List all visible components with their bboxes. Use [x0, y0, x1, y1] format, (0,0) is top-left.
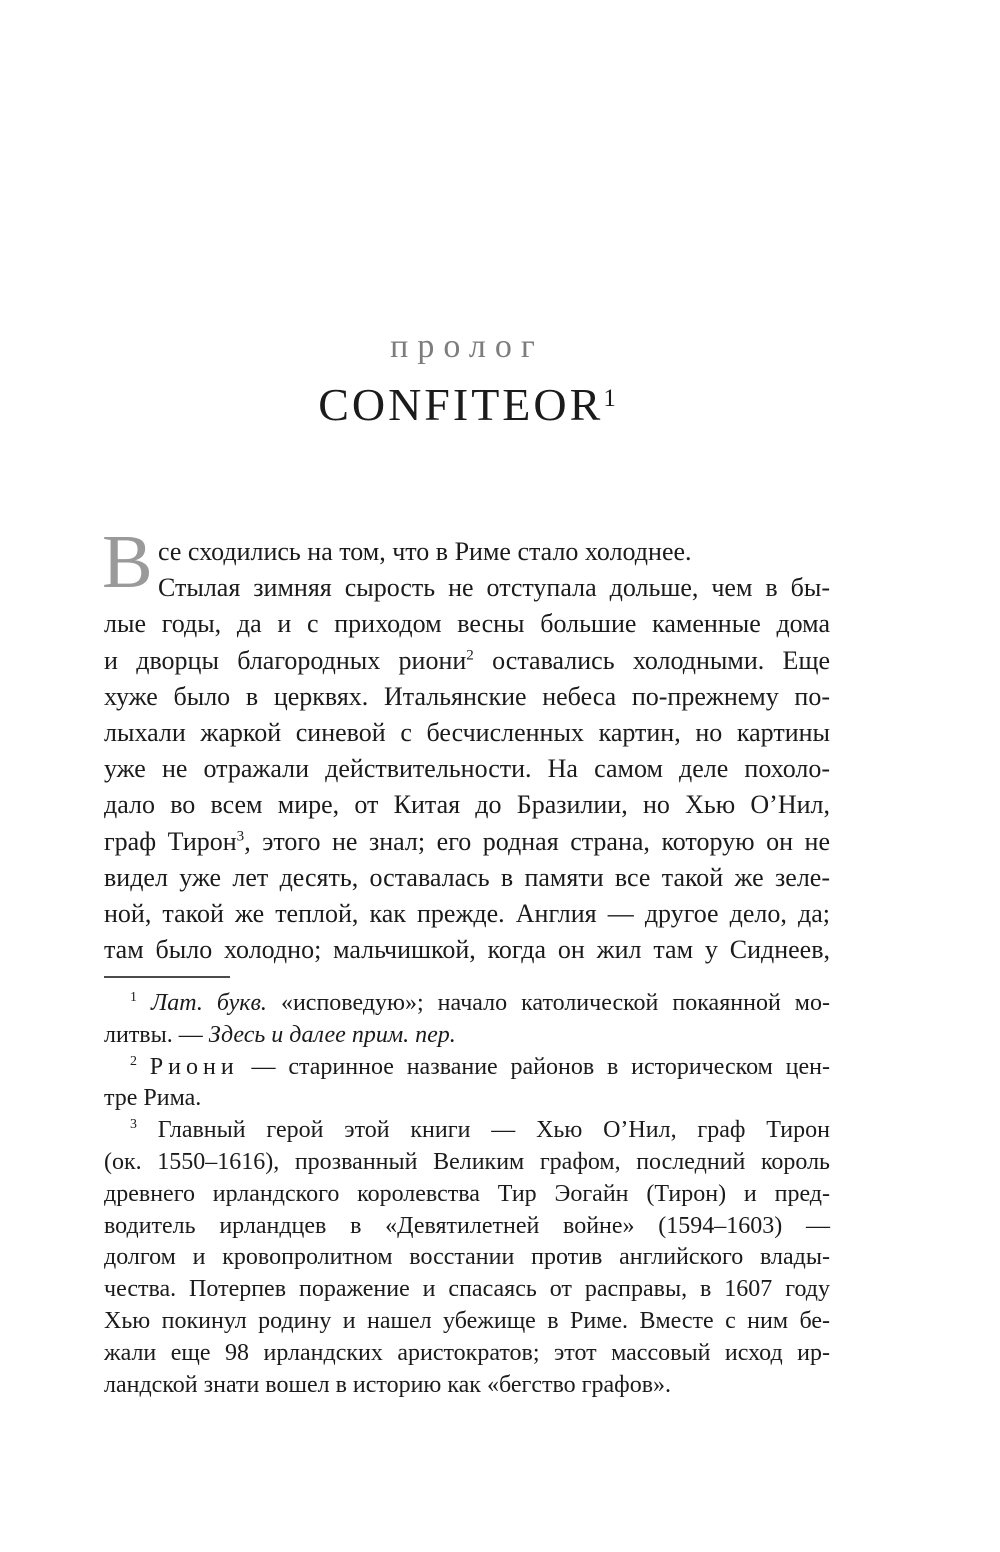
- text-line: [104, 1211, 830, 1243]
- text-segment: тре Рима.: [104, 1085, 202, 1112]
- text-line: [104, 1242, 830, 1274]
- text-line: [104, 570, 830, 606]
- text-line: [104, 1274, 830, 1306]
- text-segment: Главный герой этой книги — Хью О’Нил, граф Тирон: [136, 1117, 830, 1144]
- footnotes: [104, 988, 830, 1401]
- text-line: [104, 1306, 830, 1338]
- text-line: [104, 1020, 830, 1052]
- text-segment: лыхали жаркой синевой с бесчисленных картин, но картины: [104, 718, 830, 748]
- text-segment: долгом и кровопролитном восстании против английского влады-: [104, 1244, 830, 1271]
- text-segment: , этого не знал; его родная страна, которую он не: [244, 826, 830, 856]
- text-line: [104, 643, 830, 679]
- chapter-kicker: пролог: [390, 328, 544, 365]
- text-line: [104, 787, 830, 823]
- text-line: [104, 1179, 830, 1211]
- text-segment: (ок. 1550–1616), прозванный Великим графом, последний король: [104, 1148, 830, 1175]
- chapter-title-text: CONFITEOR: [318, 379, 604, 430]
- text-line: [104, 1370, 830, 1402]
- text-line: [104, 751, 830, 787]
- title-footnote-ref: 1: [603, 385, 616, 412]
- text-segment: [137, 1054, 150, 1080]
- text-line: [104, 606, 830, 642]
- text-line: [104, 896, 830, 932]
- text-segment: Хью покинул родину и нашел убежище в Риме. Вместе с ним бе-: [104, 1307, 830, 1334]
- text-segment: граф Тирон: [104, 826, 237, 856]
- drop-cap: В: [102, 520, 153, 604]
- text-segment: там было холодно; мальчишкой, когда он жил там у Сиднеев,: [104, 935, 830, 965]
- body-text: [104, 534, 830, 968]
- text-segment: чества. Потерпев поражение и спасаясь от расправы, в 1607 году: [104, 1276, 830, 1303]
- text-segment: се сходились на том, что в Риме стало холоднее.: [158, 537, 692, 566]
- text-line: [104, 1052, 830, 1084]
- chapter-title: [104, 379, 830, 430]
- text-line: [104, 932, 830, 968]
- text-segment: дало во всем мире, от Китая до Бразилии, но Хью О’Нил,: [104, 790, 830, 820]
- text-segment: водитель ирландцев в «Девятилетней войне» (1594–1603) —: [104, 1212, 830, 1239]
- text-line: [104, 534, 830, 570]
- text-line: [104, 1115, 830, 1147]
- text-line: [104, 1147, 830, 1179]
- text-segment: Лат. букв.: [136, 990, 267, 1016]
- text-segment: ной, такой же теплой, как прежде. Англия — другое дело, да;: [104, 899, 830, 929]
- text-segment: ландской знати вошел в историю как «бегство графов».: [104, 1371, 672, 1398]
- superscript-ref: 2: [130, 1053, 137, 1069]
- superscript-ref: 3: [236, 827, 245, 844]
- text-segment: лые годы, да и с приходом весны большие каменные дома: [104, 609, 830, 639]
- text-segment: — старинное название районов в историческом цен-: [238, 1053, 830, 1080]
- footnote-separator: [104, 976, 230, 978]
- text-line: [104, 988, 830, 1020]
- text-line: [104, 824, 830, 860]
- text-segment: и дворцы благородных риони: [104, 645, 467, 675]
- superscript-ref: 2: [466, 646, 474, 663]
- text-segment: жали еще 98 ирландских аристократов; этот массовый исход ир-: [104, 1339, 830, 1366]
- text-line: [104, 860, 830, 896]
- text-segment: видел уже лет десять, оставалась в памяти все такой же зеле-: [104, 862, 830, 892]
- text-segment: «исповедую»; начало католической покаянной мо-: [266, 990, 830, 1016]
- text-line: [104, 1338, 830, 1370]
- text-line: [104, 715, 830, 751]
- text-segment: хуже было в церквях. Итальянские небеса по-прежнему по-: [104, 681, 830, 711]
- text-segment: древнего ирландского королевства Тир Эогайн (Тирон) и пред-: [104, 1180, 830, 1207]
- text-segment: уже не отражали действительности. На самом деле похоло-: [104, 754, 830, 784]
- text-segment: литвы. —: [104, 1021, 209, 1048]
- text-segment: оставались холодными. Еще: [473, 645, 830, 675]
- superscript-ref: 3: [130, 1117, 137, 1133]
- superscript-ref: 1: [130, 990, 137, 1005]
- text-line: [104, 679, 830, 715]
- text-line: [104, 1083, 830, 1115]
- text-segment: Риони: [149, 1053, 239, 1080]
- text-segment: Здесь и далее прим. пер.: [208, 1021, 456, 1048]
- text-segment: Стылая зимняя сырость не отступала дольше, чем в бы-: [158, 573, 830, 603]
